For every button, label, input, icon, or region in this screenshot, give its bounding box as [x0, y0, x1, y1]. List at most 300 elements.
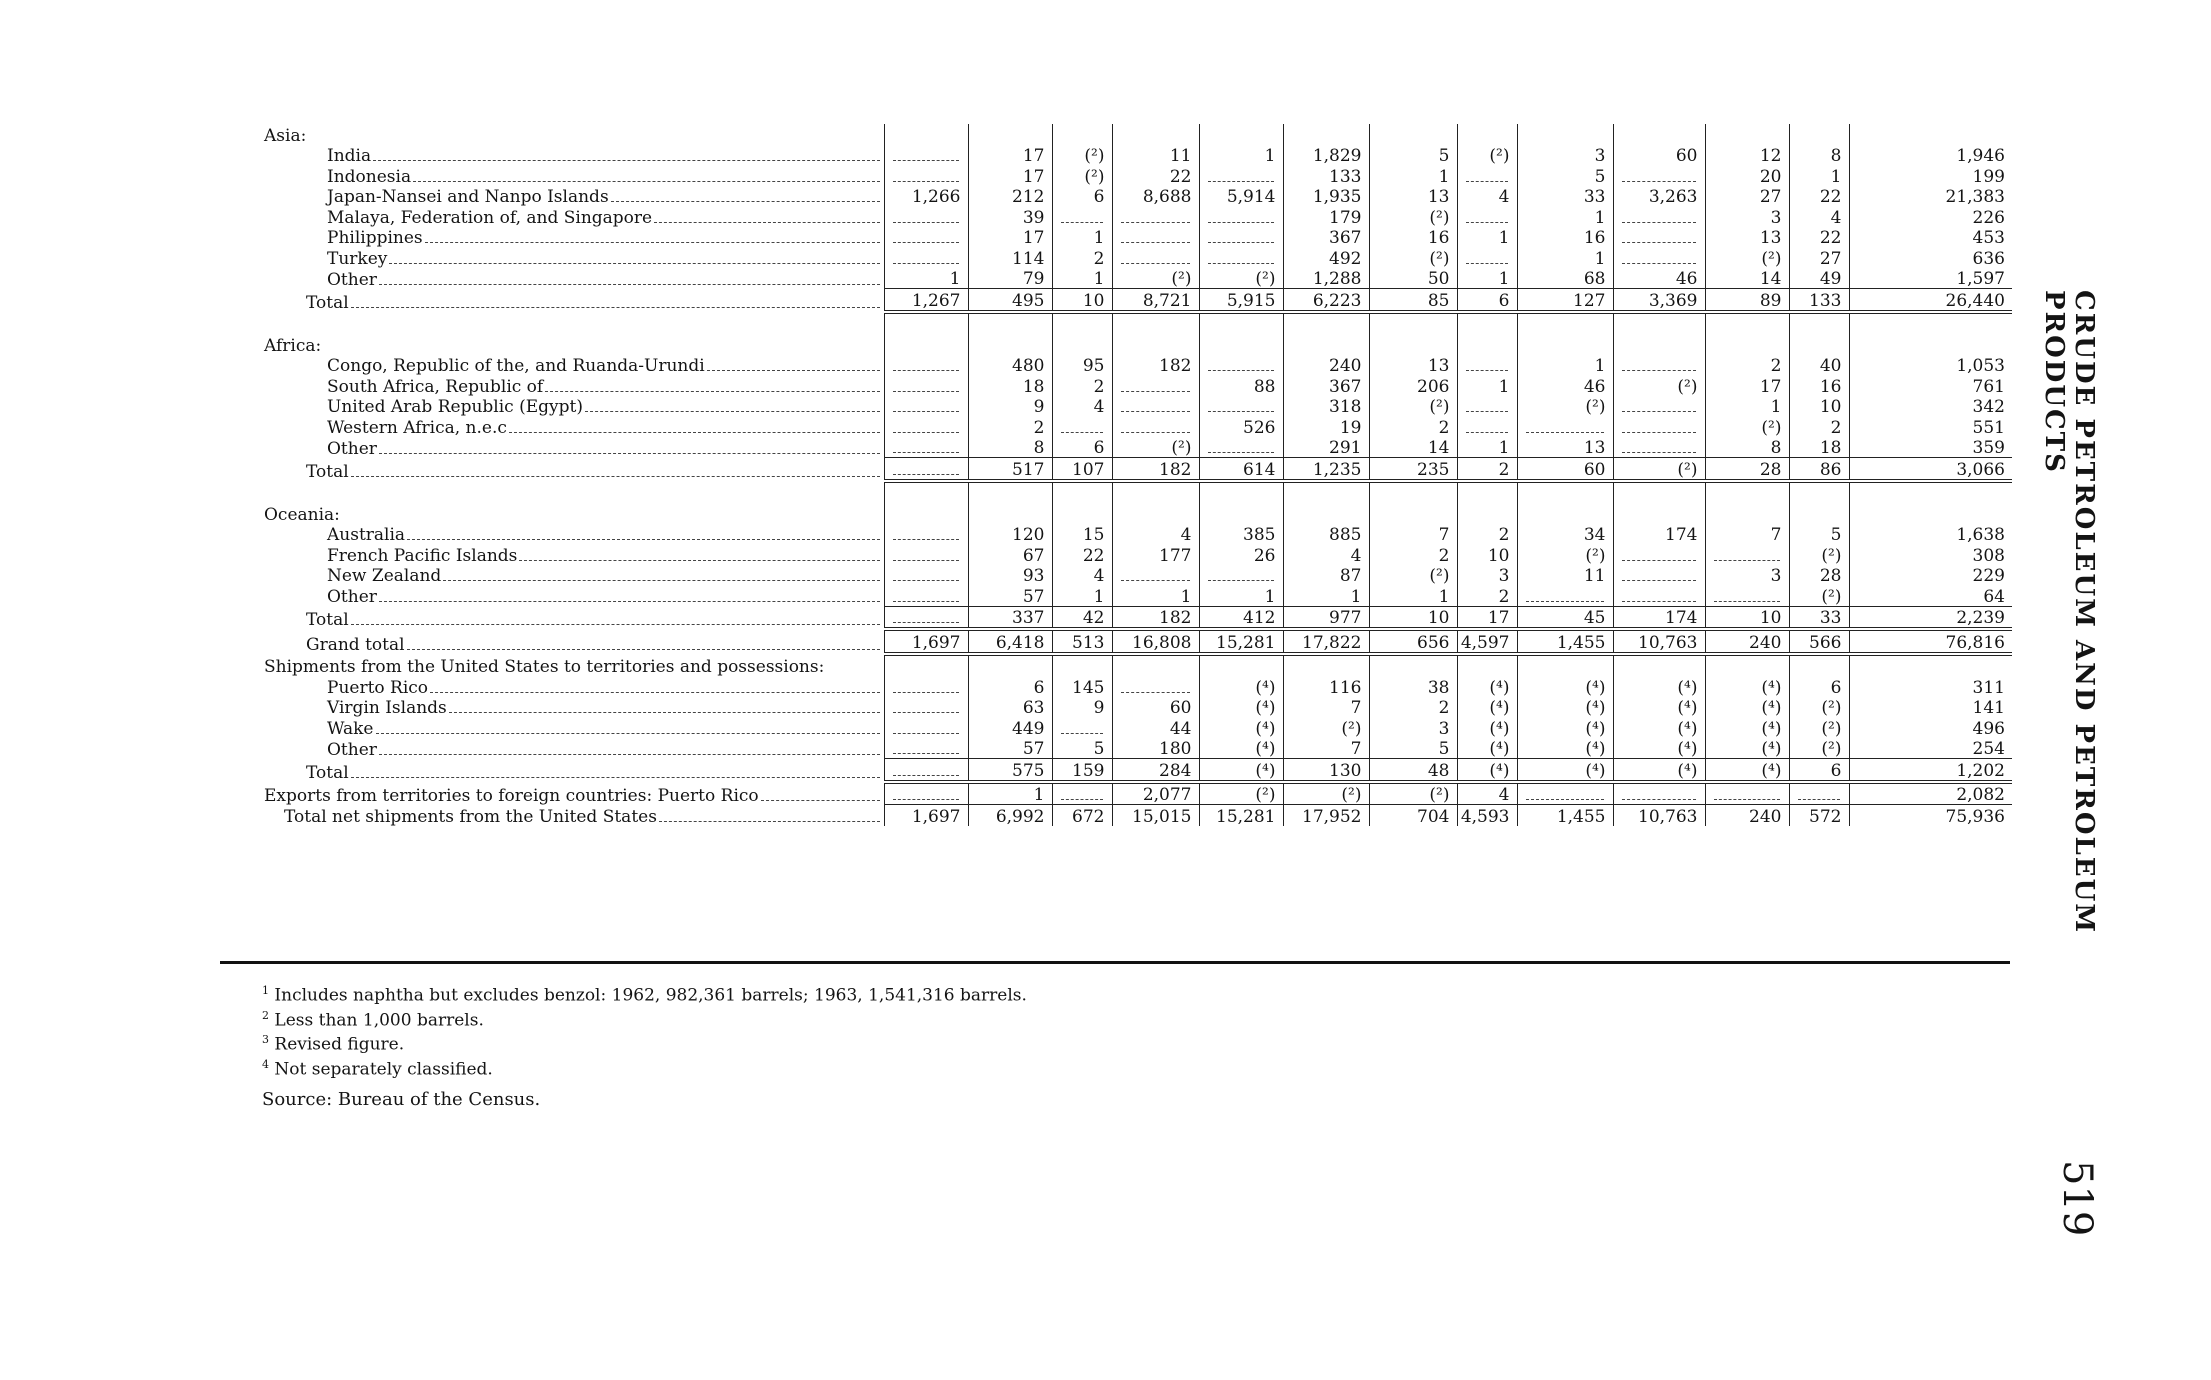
- table-cell: 127: [1517, 289, 1613, 312]
- row-label: [262, 227, 884, 248]
- row-label-text: Other: [327, 438, 377, 458]
- section-row: [262, 503, 2012, 524]
- table-cell: (²): [1517, 544, 1613, 565]
- table-cell: 284: [1112, 759, 1199, 782]
- dot-leader: [654, 222, 879, 223]
- empty-cell-dashes: [1714, 560, 1780, 561]
- row-label: [262, 524, 884, 545]
- table-cell: 18: [1789, 437, 1849, 458]
- table-cell: 116: [1283, 676, 1369, 697]
- table-cell: 182: [1112, 458, 1199, 481]
- dot-leader: [379, 601, 880, 602]
- table-cell: 4,593: [1457, 805, 1517, 826]
- table-cell: 27: [1705, 186, 1789, 207]
- table-cell: (⁴): [1705, 759, 1789, 782]
- table-cell: [1457, 654, 1517, 677]
- table-cell: [884, 437, 968, 458]
- row-label-text: India: [327, 146, 372, 165]
- table-cell: (⁴): [1613, 676, 1705, 697]
- table-cell: [884, 782, 968, 805]
- table-cell: (²): [1283, 717, 1369, 738]
- table-row: [262, 165, 2012, 186]
- table-row: [262, 247, 2012, 268]
- row-label-text: Turkey: [327, 248, 388, 268]
- table-cell: [884, 503, 968, 524]
- table-cell: 2,082: [1849, 782, 2012, 805]
- table-cell: 10: [1789, 396, 1849, 417]
- table-cell: 89: [1705, 289, 1789, 312]
- row-label-text: Grand total: [306, 634, 405, 654]
- table-cell: 14: [1705, 268, 1789, 289]
- table-cell: 5: [1369, 738, 1457, 759]
- table-cell: 22: [1052, 544, 1112, 565]
- table-cell: (²): [1369, 396, 1457, 417]
- empty-cell-dashes: [1622, 222, 1696, 223]
- table-cell: [884, 585, 968, 606]
- table-cell: 19: [1283, 416, 1369, 437]
- empty-cell-dashes: [1061, 799, 1103, 800]
- table-cell: 240: [1283, 355, 1369, 376]
- empty-cell-dashes: [893, 370, 959, 371]
- table-cell: (²): [1283, 782, 1369, 805]
- table-cell: 133: [1283, 165, 1369, 186]
- section-row: [262, 124, 2012, 145]
- table-cell: [884, 145, 968, 166]
- table-cell: 93: [968, 565, 1052, 586]
- spacer-row: [262, 481, 2012, 504]
- table-cell: (²): [1052, 145, 1112, 166]
- table-cell: 44: [1112, 717, 1199, 738]
- shipments-table: [262, 124, 2012, 826]
- table-cell: [884, 355, 968, 376]
- export-row: [262, 782, 2012, 805]
- dot-leader: [659, 821, 880, 822]
- table-cell: (⁴): [1199, 738, 1283, 759]
- table-cell: 22: [1789, 227, 1849, 248]
- table-cell: 86: [1789, 458, 1849, 481]
- table-cell: 337: [968, 606, 1052, 629]
- table-cell: (⁴): [1199, 717, 1283, 738]
- empty-cell-dashes: [1622, 580, 1696, 581]
- table-cell: [884, 565, 968, 586]
- table-cell: 10: [1052, 289, 1112, 312]
- section-heading: Oceania:: [264, 504, 340, 524]
- table-cell: 60: [1517, 458, 1613, 481]
- dot-leader: [519, 560, 879, 561]
- table-cell: 1: [1457, 437, 1517, 458]
- empty-cell-dashes: [1622, 181, 1696, 182]
- table-cell: 17: [968, 165, 1052, 186]
- table-cell: [1052, 782, 1112, 805]
- table-cell: 5: [1517, 165, 1613, 186]
- table-cell: 6: [1457, 289, 1517, 312]
- table-cell: 199: [1849, 165, 2012, 186]
- table-cell: (⁴): [1457, 759, 1517, 782]
- table-cell: [884, 759, 968, 782]
- table-cell: 16,808: [1112, 629, 1199, 654]
- row-label: [262, 697, 884, 718]
- table-cell: 1,053: [1849, 355, 2012, 376]
- table-cell: 1: [1199, 145, 1283, 166]
- empty-cell-dashes: [893, 692, 959, 693]
- table-cell: 182: [1112, 355, 1199, 376]
- table-cell: [1613, 565, 1705, 586]
- empty-cell-dashes: [893, 601, 959, 602]
- table-cell: 34: [1517, 524, 1613, 545]
- table-cell: 1,455: [1517, 629, 1613, 654]
- dot-leader: [373, 160, 879, 161]
- table-bottom-rule: [220, 961, 2010, 964]
- table-cell: [968, 503, 1052, 524]
- table-cell: [1517, 503, 1613, 524]
- empty-cell-dashes: [1466, 411, 1508, 412]
- table-cell: 7: [1369, 524, 1457, 545]
- row-label: [262, 738, 884, 759]
- empty-cell-dashes: [1121, 391, 1190, 392]
- table-cell: (²): [1789, 697, 1849, 718]
- dot-leader: [413, 181, 879, 182]
- table-cell: 1,946: [1849, 145, 2012, 166]
- table-row: [262, 375, 2012, 396]
- table-cell: (²): [1199, 782, 1283, 805]
- table-cell: 291: [1283, 437, 1369, 458]
- table-cell: 3: [1517, 145, 1613, 166]
- table-cell: 2,077: [1112, 782, 1199, 805]
- footnote-1: $^1$ Includes naphtha but excludes benzol: 1962, 982,361 barrels; 1963, 1,541,316 barrels.: [262, 984, 1027, 1006]
- table-cell: (²): [1613, 375, 1705, 396]
- table-cell: 412: [1199, 606, 1283, 629]
- empty-cell-dashes: [1714, 799, 1780, 800]
- table-cell: 2: [968, 416, 1052, 437]
- table-cell: 449: [968, 717, 1052, 738]
- table-cell: [1705, 544, 1789, 565]
- table-cell: [1052, 717, 1112, 738]
- table-cell: (²): [1369, 206, 1457, 227]
- table-cell: 10: [1705, 606, 1789, 629]
- table-cell: [968, 124, 1052, 145]
- table-row: [262, 717, 2012, 738]
- table-cell: 1: [1517, 206, 1613, 227]
- table-cell: 8: [1705, 437, 1789, 458]
- table-row: [262, 565, 2012, 586]
- table-cell: [884, 396, 968, 417]
- empty-cell-dashes: [1121, 242, 1190, 243]
- table-row: [262, 585, 2012, 606]
- table-cell: [1789, 503, 1849, 524]
- table-cell: 1,697: [884, 805, 968, 826]
- table-cell: 572: [1789, 805, 1849, 826]
- table-cell: 16: [1369, 227, 1457, 248]
- dot-leader: [761, 800, 880, 801]
- empty-cell-dashes: [893, 263, 959, 264]
- table-cell: [1283, 334, 1369, 355]
- table-cell: [1613, 782, 1705, 805]
- table-cell: 17,822: [1283, 629, 1369, 654]
- table-cell: 235: [1369, 458, 1457, 481]
- row-label: [262, 247, 884, 268]
- table-cell: [1613, 355, 1705, 376]
- table-cell: [884, 375, 968, 396]
- table-cell: (²): [1789, 544, 1849, 565]
- table-cell: (⁴): [1517, 717, 1613, 738]
- dot-leader: [379, 754, 880, 755]
- wrap-section-row: [262, 654, 2012, 677]
- empty-cell-dashes: [1121, 263, 1190, 264]
- dot-leader: [430, 692, 879, 693]
- table-cell: 6: [968, 676, 1052, 697]
- table-cell: 4: [1112, 524, 1199, 545]
- table-cell: [884, 697, 968, 718]
- table-cell: 977: [1283, 606, 1369, 629]
- table-cell: [884, 334, 968, 355]
- empty-cell-dashes: [1061, 733, 1103, 734]
- dot-leader: [425, 242, 880, 243]
- table-cell: 13: [1705, 227, 1789, 248]
- table-cell: 63: [968, 697, 1052, 718]
- table-cell: [1613, 585, 1705, 606]
- source-note: Source: Bureau of the Census.: [262, 1088, 541, 1110]
- table-cell: [1199, 227, 1283, 248]
- empty-cell-dashes: [1061, 432, 1103, 433]
- row-label-text: Total: [306, 762, 349, 782]
- table-cell: [1457, 334, 1517, 355]
- empty-cell-dashes: [893, 712, 959, 713]
- table-cell: 311: [1849, 676, 2012, 697]
- table-cell: 2: [1457, 524, 1517, 545]
- table-cell: [1613, 544, 1705, 565]
- table-cell: 67: [968, 544, 1052, 565]
- table-cell: 672: [1052, 805, 1112, 826]
- table-cell: 1: [1052, 227, 1112, 248]
- table-cell: 11: [1112, 145, 1199, 166]
- table-cell: 496: [1849, 717, 2012, 738]
- table-cell: 8: [968, 437, 1052, 458]
- table-cell: [1613, 227, 1705, 248]
- table-cell: 159: [1052, 759, 1112, 782]
- table-cell: 3,066: [1849, 458, 2012, 481]
- table-cell: 9: [968, 396, 1052, 417]
- total-row: [262, 759, 2012, 782]
- table-cell: 8: [1789, 145, 1849, 166]
- table-cell: [884, 717, 968, 738]
- table-cell: [1369, 124, 1457, 145]
- table-cell: 1: [1517, 355, 1613, 376]
- row-label: [262, 606, 884, 629]
- table-cell: [884, 654, 968, 677]
- empty-cell-dashes: [1622, 432, 1696, 433]
- table-cell: [884, 227, 968, 248]
- table-cell: 5,914: [1199, 186, 1283, 207]
- table-cell: 2: [1457, 585, 1517, 606]
- empty-cell-dashes: [893, 391, 959, 392]
- table-cell: [884, 124, 968, 145]
- empty-cell-dashes: [1208, 370, 1274, 371]
- table-cell: 17: [968, 145, 1052, 166]
- table-cell: 60: [1112, 697, 1199, 718]
- table-cell: 177: [1112, 544, 1199, 565]
- table-cell: 45: [1517, 606, 1613, 629]
- table-cell: 26: [1199, 544, 1283, 565]
- table-cell: 12: [1705, 145, 1789, 166]
- table-cell: 68: [1517, 268, 1613, 289]
- table-cell: [1052, 334, 1112, 355]
- dot-leader: [707, 370, 880, 371]
- table-cell: [1705, 334, 1789, 355]
- dot-leader: [351, 777, 880, 778]
- table-cell: 2: [1369, 697, 1457, 718]
- table-cell: 64: [1849, 585, 2012, 606]
- table-cell: 27: [1789, 247, 1849, 268]
- row-label: [262, 585, 884, 606]
- table-row: [262, 227, 2012, 248]
- table-cell: 33: [1789, 606, 1849, 629]
- table-cell: [884, 676, 968, 697]
- table-cell: 1,455: [1517, 805, 1613, 826]
- table-cell: 1: [1789, 165, 1849, 186]
- table-cell: [1849, 503, 2012, 524]
- empty-cell-dashes: [893, 411, 959, 412]
- table-cell: 28: [1705, 458, 1789, 481]
- table-cell: 495: [968, 289, 1052, 312]
- table-cell: [1517, 654, 1613, 677]
- table-cell: [1613, 396, 1705, 417]
- table-row: [262, 268, 2012, 289]
- empty-cell-dashes: [1466, 222, 1508, 223]
- empty-cell-dashes: [893, 222, 959, 223]
- table-cell: [968, 334, 1052, 355]
- section-heading: Asia:: [264, 125, 307, 145]
- table-cell: 1,829: [1283, 145, 1369, 166]
- row-label-text: South Africa, Republic of: [327, 376, 544, 396]
- table-cell: [1517, 124, 1613, 145]
- table-cell: 79: [968, 268, 1052, 289]
- dot-leader: [407, 539, 879, 540]
- table-cell: [1789, 782, 1849, 805]
- table-cell: 656: [1369, 629, 1457, 654]
- table-cell: [1199, 334, 1283, 355]
- footnote-2: $^2$ Less than 1,000 barrels.: [262, 1008, 484, 1031]
- table-cell: 5: [1369, 145, 1457, 166]
- empty-cell-dashes: [1466, 370, 1508, 371]
- table-cell: [1052, 503, 1112, 524]
- table-row: [262, 524, 2012, 545]
- empty-cell-dashes: [893, 799, 959, 800]
- total-row: [262, 289, 2012, 312]
- table-cell: 206: [1369, 375, 1457, 396]
- table-cell: 11: [1517, 565, 1613, 586]
- table-cell: (²): [1613, 458, 1705, 481]
- row-label-text: Indonesia: [327, 166, 412, 186]
- table-cell: 6: [1789, 759, 1849, 782]
- table-cell: 5: [1052, 738, 1112, 759]
- table-cell: 636: [1849, 247, 2012, 268]
- table-cell: 15,281: [1199, 629, 1283, 654]
- empty-cell-dashes: [893, 622, 959, 623]
- table-cell: 385: [1199, 524, 1283, 545]
- table-cell: [1112, 124, 1199, 145]
- empty-cell-dashes: [1622, 411, 1696, 412]
- table-cell: (⁴): [1199, 676, 1283, 697]
- dot-leader: [449, 712, 880, 713]
- empty-cell-dashes: [1121, 222, 1190, 223]
- table-cell: [1613, 247, 1705, 268]
- table-cell: 133: [1789, 289, 1849, 312]
- table-cell: 87: [1283, 565, 1369, 586]
- dot-leader: [376, 733, 880, 734]
- table-cell: 180: [1112, 738, 1199, 759]
- table-row: [262, 396, 2012, 417]
- empty-cell-dashes: [1121, 692, 1190, 693]
- table-cell: [1457, 416, 1517, 437]
- table-cell: 1,288: [1283, 268, 1369, 289]
- table-cell: 2: [1369, 416, 1457, 437]
- table-cell: 6: [1052, 186, 1112, 207]
- table-cell: 1: [968, 782, 1052, 805]
- row-label-text: Philippines: [327, 228, 423, 247]
- table-cell: (⁴): [1705, 697, 1789, 718]
- table-cell: [1199, 396, 1283, 417]
- dot-leader: [611, 201, 880, 202]
- section-heading: Africa:: [264, 335, 322, 355]
- table-cell: 318: [1283, 396, 1369, 417]
- table-cell: [884, 458, 968, 481]
- table-row: [262, 697, 2012, 718]
- table-cell: [884, 165, 968, 186]
- table-cell: 761: [1849, 375, 2012, 396]
- table-cell: [1457, 396, 1517, 417]
- table-cell: 4: [1052, 396, 1112, 417]
- table-cell: 13: [1369, 355, 1457, 376]
- row-label-text: Total net shipments from the United States: [284, 806, 657, 826]
- empty-cell-dashes: [1622, 560, 1696, 561]
- table-cell: [1199, 165, 1283, 186]
- table-cell: 46: [1517, 375, 1613, 396]
- table-cell: 1: [1457, 268, 1517, 289]
- row-label: [262, 268, 884, 289]
- table-cell: [1199, 247, 1283, 268]
- table-cell: [1283, 503, 1369, 524]
- row-label-text: Total: [306, 292, 349, 312]
- table-cell: 107: [1052, 458, 1112, 481]
- empty-cell-dashes: [893, 432, 959, 433]
- table-cell: [1457, 503, 1517, 524]
- table-cell: [1613, 654, 1705, 677]
- table-cell: 4,597: [1457, 629, 1517, 654]
- row-label-text: Wake: [327, 718, 374, 738]
- table-cell: 2: [1052, 247, 1112, 268]
- table-row: [262, 186, 2012, 207]
- empty-cell-dashes: [1622, 452, 1696, 453]
- table-cell: 13: [1517, 437, 1613, 458]
- row-label: [262, 654, 884, 677]
- total-row: [262, 606, 2012, 629]
- table-cell: 704: [1369, 805, 1457, 826]
- table-cell: [1199, 437, 1283, 458]
- table-cell: 18: [968, 375, 1052, 396]
- empty-cell-dashes: [1208, 181, 1274, 182]
- table-cell: 3: [1457, 565, 1517, 586]
- dot-leader: [379, 284, 880, 285]
- table-cell: [1112, 676, 1199, 697]
- table-cell: 1: [1517, 247, 1613, 268]
- empty-cell-dashes: [1208, 411, 1274, 412]
- dot-leader: [443, 580, 879, 581]
- table-cell: [1613, 206, 1705, 227]
- empty-cell-dashes: [1208, 242, 1274, 243]
- empty-cell-dashes: [1208, 263, 1274, 264]
- table-cell: 513: [1052, 629, 1112, 654]
- table-cell: (⁴): [1517, 697, 1613, 718]
